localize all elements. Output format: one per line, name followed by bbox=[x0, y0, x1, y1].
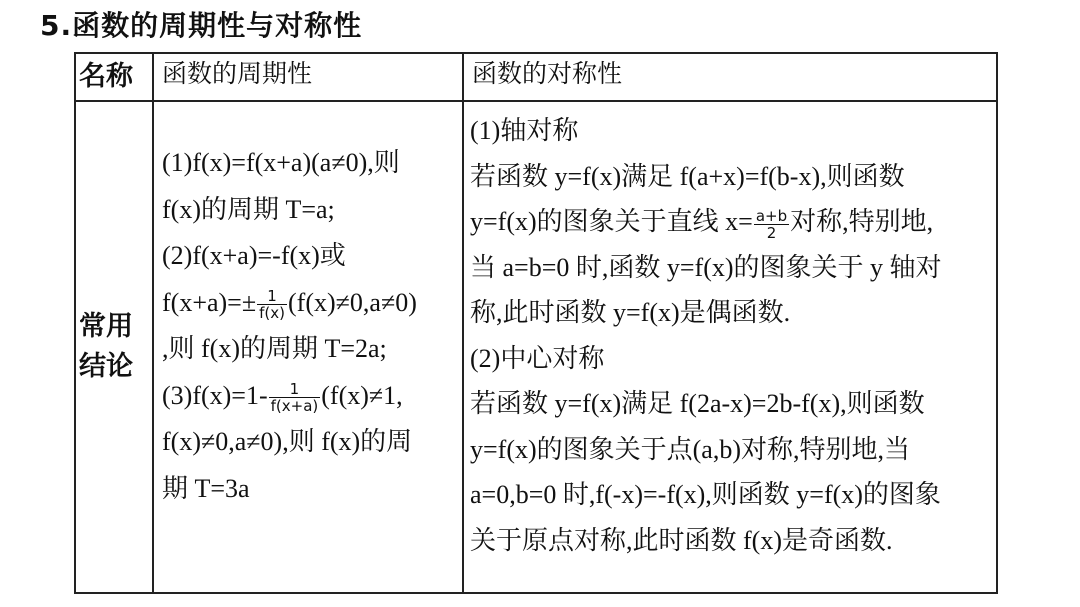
period-line-4-pre: f(x+a)=± bbox=[162, 287, 257, 317]
period-line-3: (2)f(x+a)=-f(x)或 bbox=[162, 241, 346, 270]
period-line-6-post: (f(x)≠1, bbox=[321, 380, 403, 410]
period-line-6-pre: (3)f(x)=1- bbox=[162, 380, 268, 410]
fraction bbox=[269, 381, 321, 414]
row-label-line-1: 常用 bbox=[79, 311, 133, 342]
symmetry-line-1: (1)轴对称 bbox=[470, 116, 579, 145]
period-line-7: f(x)≠0,a≠0),则 f(x)的周 bbox=[162, 427, 413, 456]
period-line-1: (1)f(x)=f(x+a)(a≠0),则 bbox=[162, 148, 400, 177]
period-line-2: f(x)的周期 T=a; bbox=[162, 194, 335, 224]
fraction-numerator: 1 bbox=[257, 288, 287, 305]
symmetry-cell bbox=[463, 101, 997, 593]
period-line-8: 期 T=3a bbox=[162, 473, 250, 503]
symmetry-line-6: (2)中心对称 bbox=[470, 343, 605, 373]
fraction bbox=[257, 288, 287, 321]
period-line-6 bbox=[162, 373, 462, 420]
symmetry-line-9: a=0,b=0 时,f(-x)=-f(x),则函数 y=f(x)的图象 bbox=[470, 480, 941, 509]
periodicity-cell bbox=[153, 101, 463, 593]
header-symmetry: 函数的对称性 bbox=[463, 53, 997, 101]
header-periodicity: 函数的周期性 bbox=[153, 53, 463, 101]
header-name: 名称 bbox=[75, 53, 153, 101]
symmetry-line-10: 关于原点对称,此时函数 f(x)是奇函数. bbox=[470, 525, 893, 555]
table-header-row bbox=[75, 53, 997, 101]
fraction-numerator: a+b bbox=[755, 206, 788, 225]
symmetry-line-5: 称,此时函数 y=f(x)是偶函数. bbox=[470, 298, 791, 327]
row-label bbox=[75, 101, 153, 593]
symmetry-line-3 bbox=[470, 199, 996, 245]
fraction-denominator: 2 bbox=[766, 223, 777, 242]
fraction bbox=[754, 208, 789, 241]
symmetry-line-4: 当 a=b=0 时,函数 y=f(x)的图象关于 y 轴对 bbox=[470, 252, 942, 282]
fraction-denominator: f(x+a) bbox=[270, 397, 319, 416]
period-line-4 bbox=[162, 280, 462, 327]
symmetry-line-7: 若函数 y=f(x)满足 f(2a-x)=2b-f(x),则函数 bbox=[470, 389, 925, 418]
section-title: 5.函数的周期性与对称性 bbox=[40, 9, 363, 42]
fraction-denominator: f(x) bbox=[259, 304, 285, 323]
symmetry-line-8: y=f(x)的图象关于点(a,b)对称,特别地,当 bbox=[470, 434, 910, 464]
properties-table bbox=[74, 52, 998, 594]
row-label-line-2: 结论 bbox=[79, 351, 133, 382]
fraction-numerator: 1 bbox=[269, 381, 321, 398]
period-line-5: ,则 f(x)的周期 T=2a; bbox=[162, 334, 387, 363]
symmetry-line-2: 若函数 y=f(x)满足 f(a+x)=f(b-x),则函数 bbox=[470, 161, 905, 191]
symmetry-line-3-pre: y=f(x)的图象关于直线 x= bbox=[470, 207, 753, 236]
symmetry-line-3-post: 对称,特别地, bbox=[790, 207, 934, 236]
table-body-row bbox=[75, 101, 997, 593]
period-line-4-post: (f(x)≠0,a≠0) bbox=[288, 287, 417, 317]
